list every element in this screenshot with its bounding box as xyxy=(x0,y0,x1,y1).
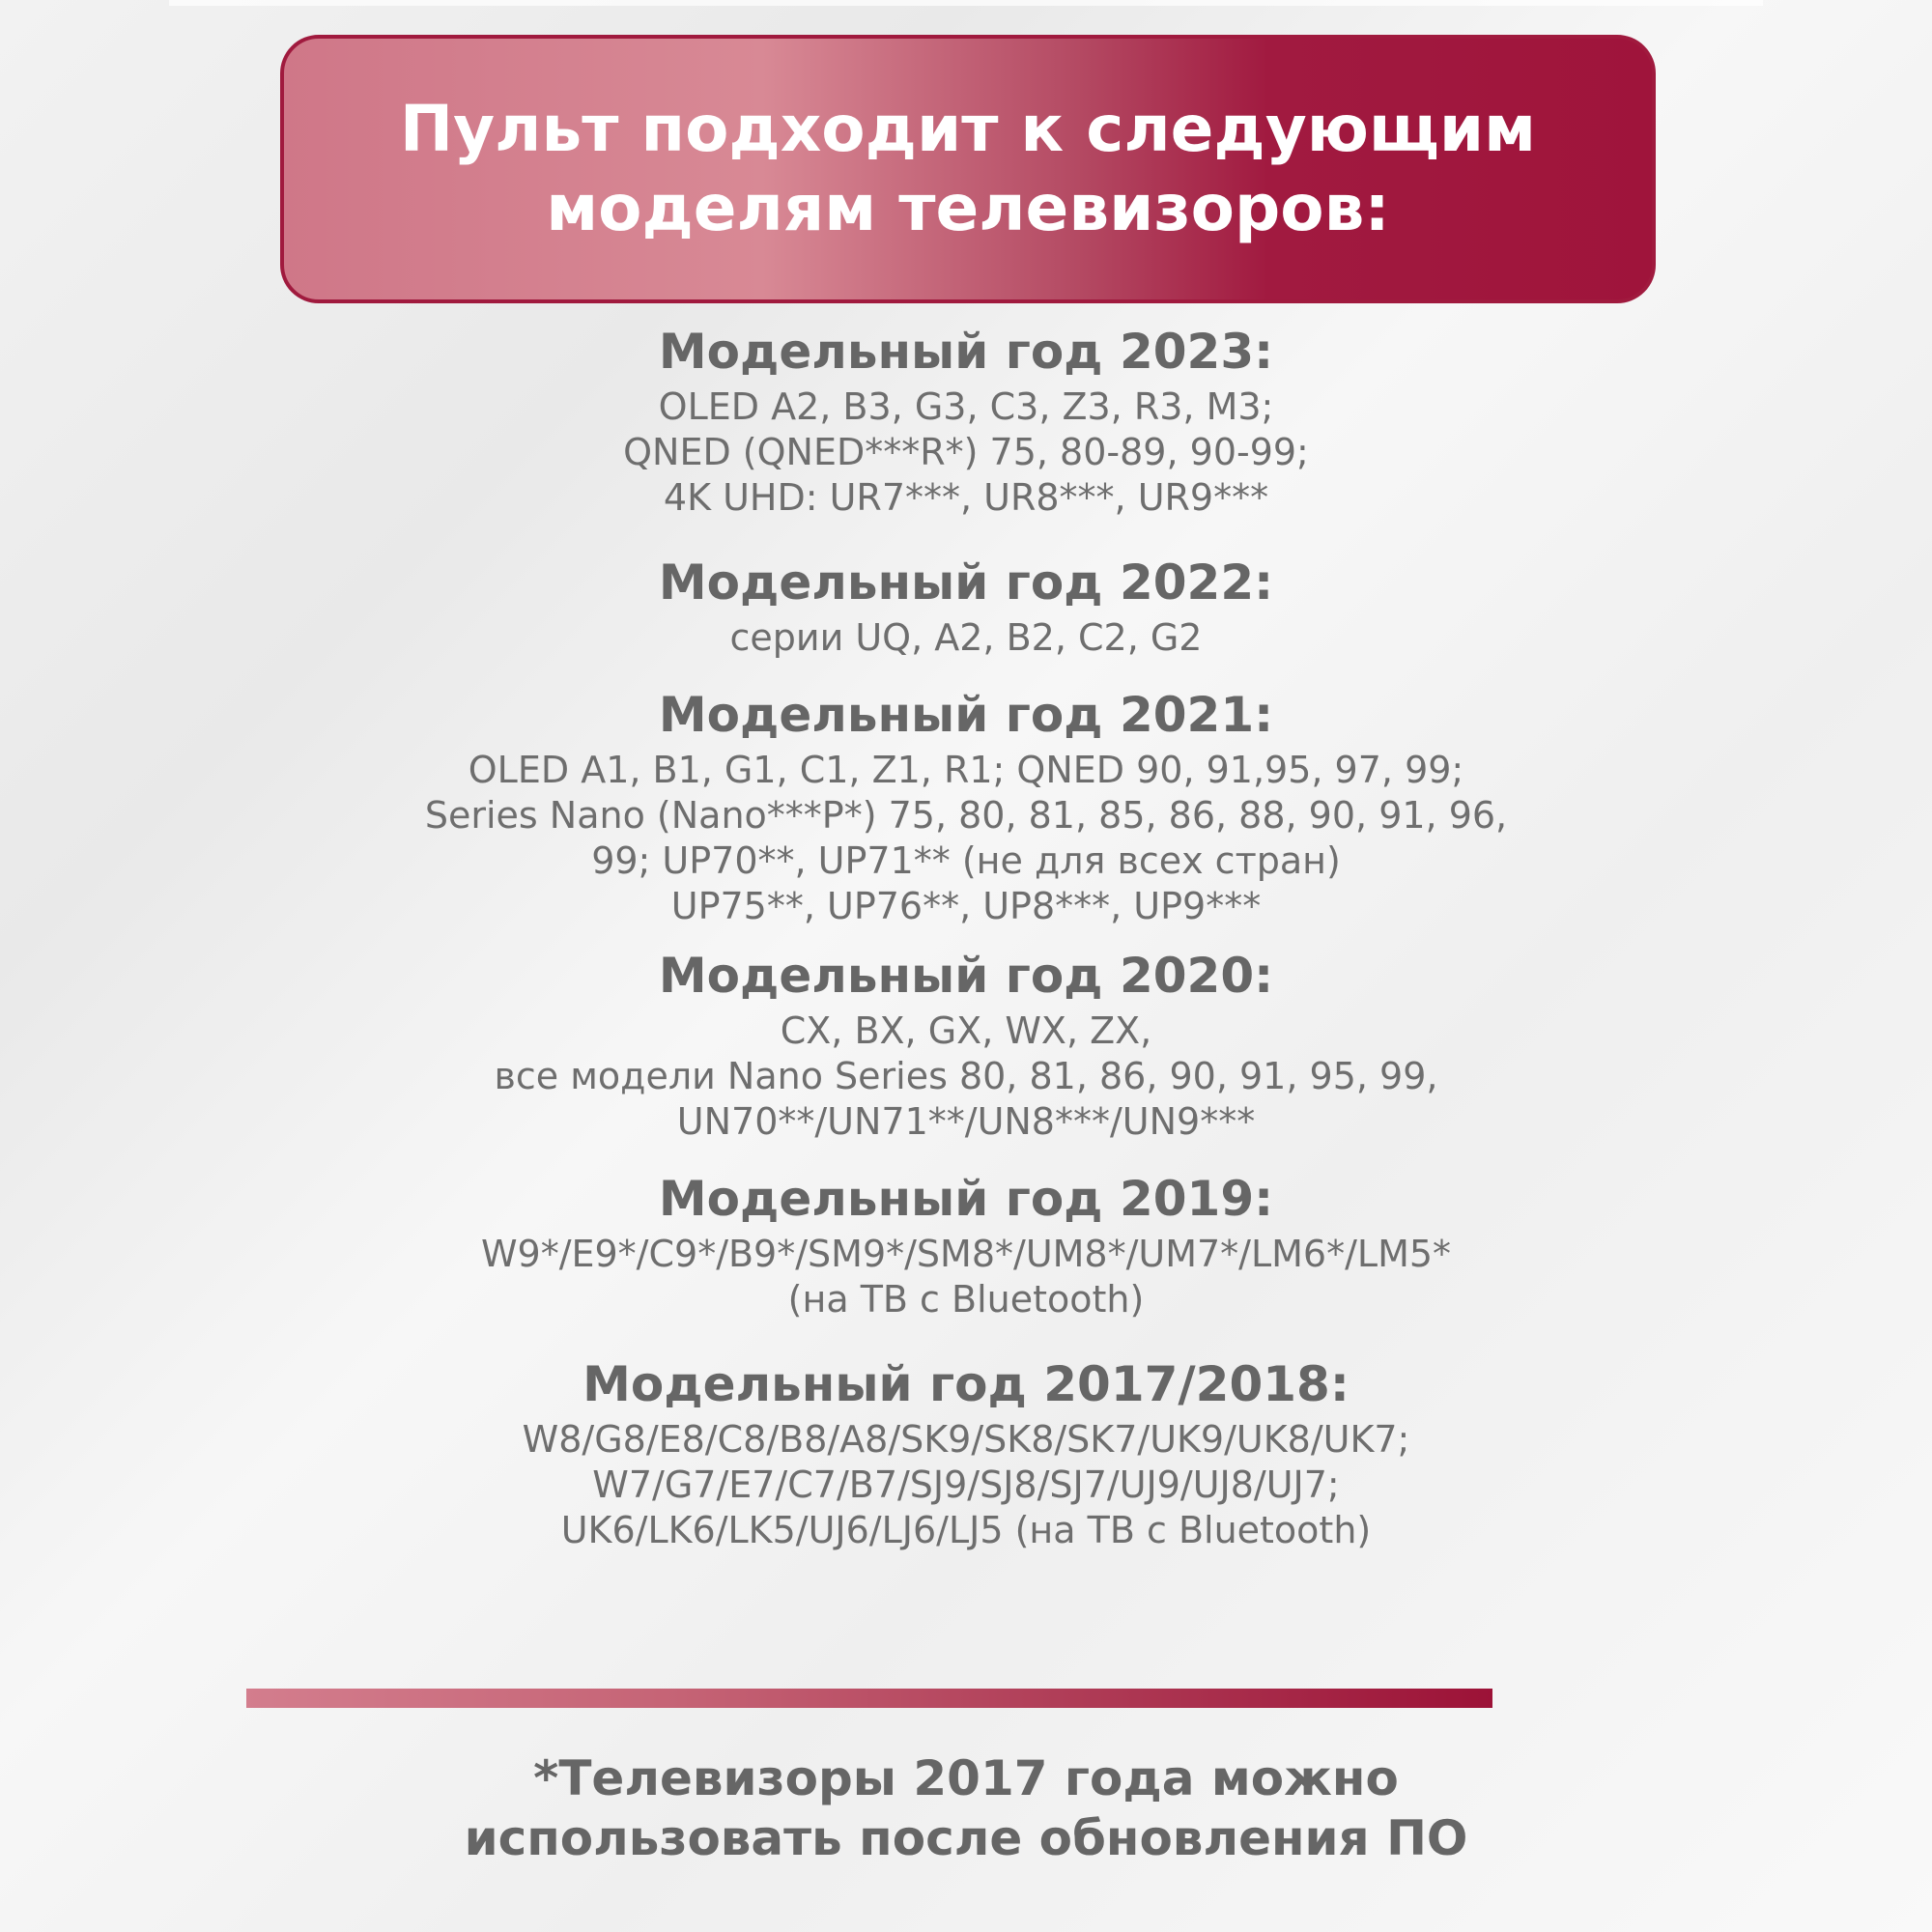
section-2017-2018 xyxy=(319,1351,1613,1553)
year-heading-2017-2018: Модельный год 2017/2018: xyxy=(582,1356,1350,1412)
models-2021: OLED A1, B1, G1, C1, Z1, R1; QNED 90, 91,95, 97, 99; Series Nano (Nano***P*) 75, 80, 81, 85, 86, 88, 90, 91, 96, 99; UP70**, UP71** (не для всех стран) UP75**, UP76**, UP8***, UP9*** xyxy=(424,749,1508,927)
year-heading-2022: Модельный год 2022: xyxy=(658,554,1274,611)
banner-title: Пульт подходит к следующим моделям телевизоров: xyxy=(399,92,1537,245)
spacer xyxy=(319,1322,1613,1351)
models-2019: W9*/E9*/C9*/B9*/SM9*/SM8*/UM8*/UM7*/LM6*/LM5* (на ТВ с Bluetooth) xyxy=(480,1233,1452,1321)
spacer xyxy=(319,929,1613,943)
models-2022: серии UQ, A2, B2, C2, G2 xyxy=(729,616,1203,659)
spacer xyxy=(319,521,1613,550)
year-heading-2019: Модельный год 2019: xyxy=(658,1171,1274,1227)
spacer xyxy=(319,661,1613,682)
models-2020: CX, BX, GX, WX, ZX, все модели Nano Series 80, 81, 86, 90, 91, 95, 99, UN70**/UN71**/UN8***/UN9*** xyxy=(494,1009,1438,1143)
year-heading-2020: Модельный год 2020: xyxy=(658,948,1274,1004)
footnote: *Телевизоры 2017 года можно использовать после обновления ПО xyxy=(464,1750,1468,1866)
section-2023 xyxy=(319,319,1613,521)
header-banner xyxy=(280,35,1656,303)
top-decor-strip xyxy=(169,0,1763,6)
models-2017-2018: W8/G8/E8/C8/B8/A8/SK9/SK8/SK7/UK9/UK8/UK7; W7/G7/E7/C7/B7/SJ9/SJ8/SJ7/UJ9/UJ8/UJ7; UK6/LK6/LK5/UJ6/LJ6/LJ5 (на ТВ с Bluetooth) xyxy=(522,1418,1410,1551)
spacer xyxy=(319,1145,1613,1166)
section-2021 xyxy=(319,682,1613,929)
year-heading-2021: Модельный год 2021: xyxy=(658,687,1274,743)
section-2022 xyxy=(319,550,1613,661)
models-2023: OLED A2, B3, G3, C3, Z3, R3, M3; QNED (QNED***R*) 75, 80-89, 90-99; 4K UHD: UR7***, UR8***, UR9*** xyxy=(623,385,1309,519)
section-2019 xyxy=(319,1166,1613,1322)
gradient-divider xyxy=(246,1689,1492,1708)
year-heading-2023: Модельный год 2023: xyxy=(658,324,1274,380)
model-list xyxy=(319,319,1613,1553)
section-2020 xyxy=(319,943,1613,1145)
